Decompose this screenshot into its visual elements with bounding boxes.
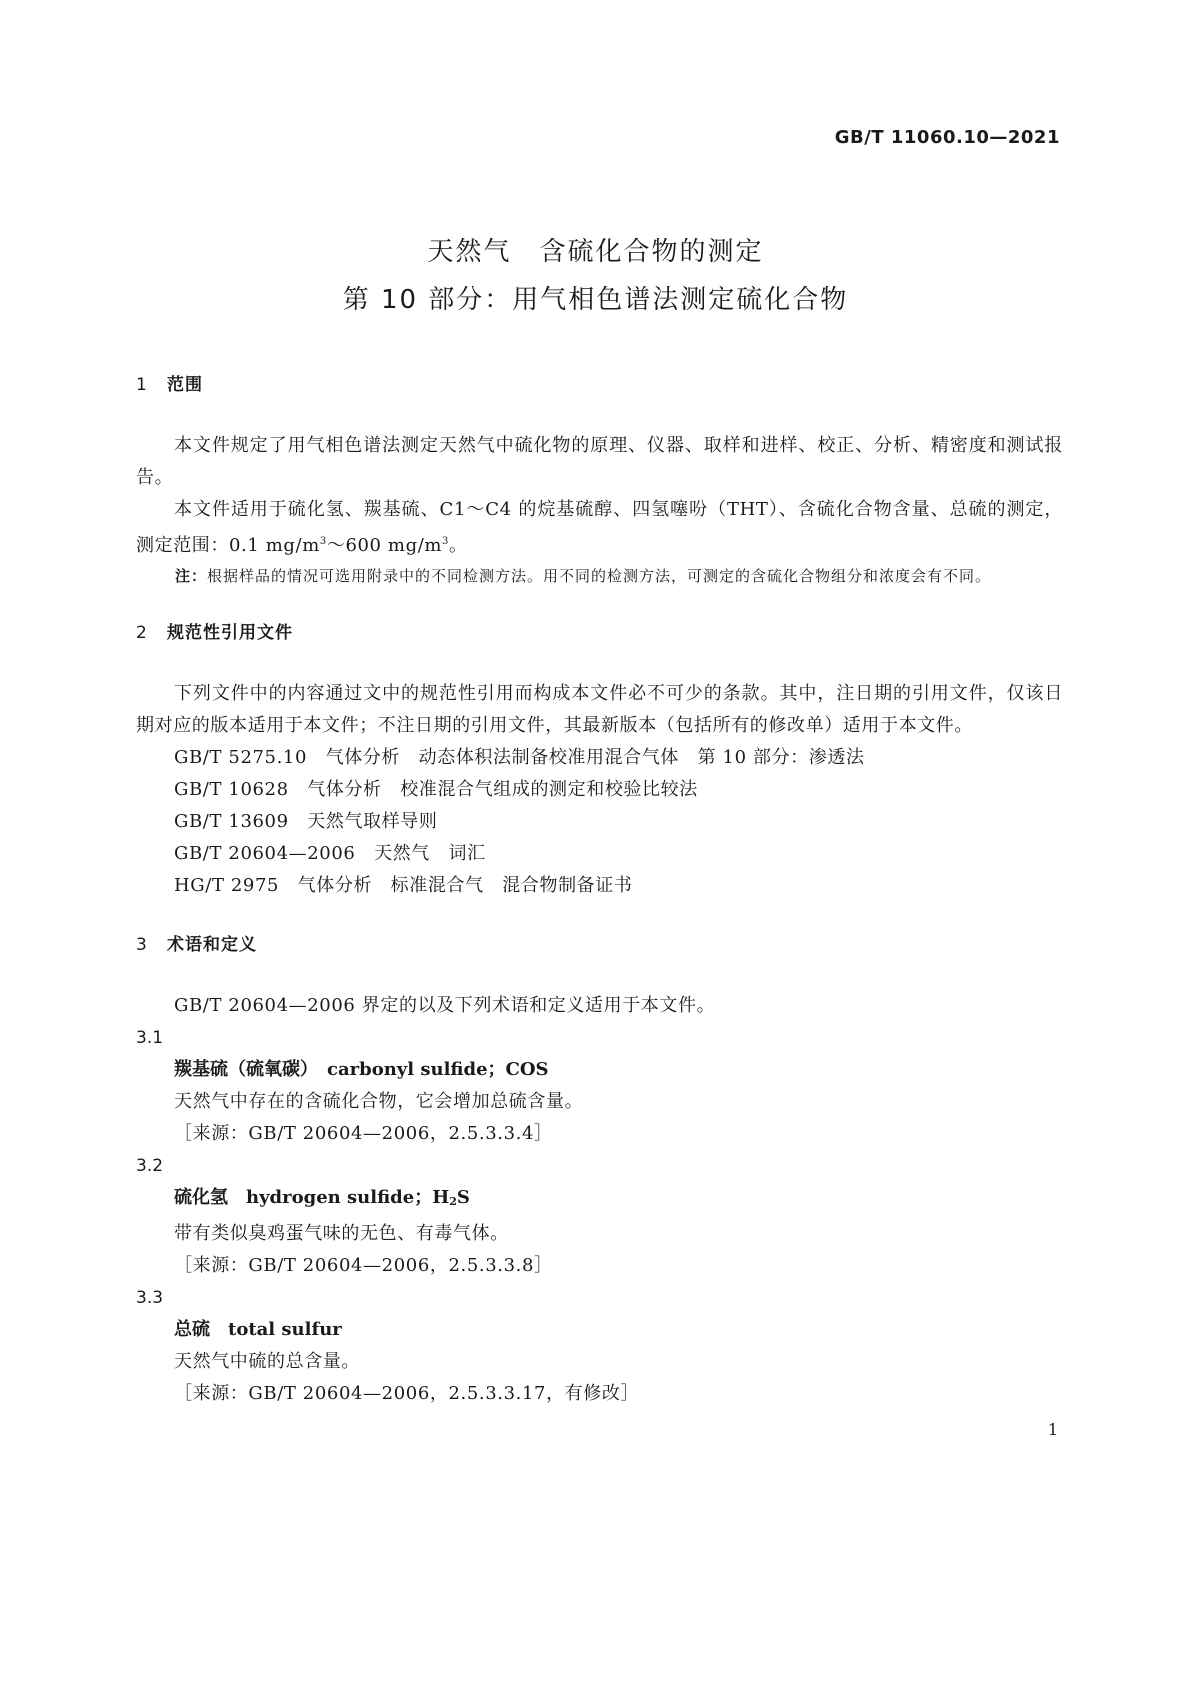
section-2-heading bbox=[136, 618, 1063, 648]
text-run: 。 bbox=[449, 535, 468, 556]
term-number: 3.1 bbox=[136, 1028, 164, 1048]
term-definition: 天然气中存在的含硫化合物，它会增加总硫含量。 bbox=[174, 1091, 584, 1112]
section-3-paragraph: GB/T 20604—2006 界定的以及下列术语和定义适用于本文件。 bbox=[174, 995, 716, 1016]
section-number: 2 bbox=[136, 623, 148, 643]
note-text: 根据样品的情况可选用附录中的不同检测方法。用不同的检测方法，可测定的含硫化合物组分和浓度会有不同。 bbox=[207, 567, 992, 585]
superscript: 3 bbox=[319, 536, 327, 547]
term-name bbox=[136, 1182, 1063, 1218]
section-title: 范围 bbox=[167, 375, 203, 395]
term-source: ［来源：GB/T 20604—2006，2.5.3.3.8］ bbox=[174, 1255, 553, 1276]
term-definition: 天然气中硫的总含量。 bbox=[174, 1351, 360, 1372]
term-name: 总硫 total sulfur bbox=[174, 1319, 342, 1340]
text-run: S bbox=[456, 1187, 470, 1208]
text-run: 硫化氢 hydrogen sulfide；H bbox=[174, 1187, 450, 1208]
reference-item: GB/T 20604—2006 天然气 词汇 bbox=[174, 843, 486, 864]
section-number: 1 bbox=[136, 375, 148, 395]
section-number: 3 bbox=[136, 935, 148, 955]
term-source: ［来源：GB/T 20604—2006，2.5.3.3.17，有修改］ bbox=[174, 1383, 640, 1404]
term-number: 3.2 bbox=[136, 1156, 164, 1176]
term-name: 羰基硫（硫氧碳） carbonyl sulfide；COS bbox=[174, 1059, 549, 1080]
reference-item: HG/T 2975 气体分析 标准混合气 混合物制备证书 bbox=[174, 875, 633, 896]
section-1-paragraph-1: 本文件规定了用气相色谱法测定天然气中硫化物的原理、仪器、取样和进样、校正、分析、精密度和测试报告。 bbox=[136, 435, 1063, 488]
section-3-heading bbox=[136, 930, 1063, 960]
title-line-2: 第 10 部分：用气相色谱法测定硫化合物 bbox=[342, 285, 849, 315]
reference-item: GB/T 5275.10 气体分析 动态体积法制备校准用混合气体 第 10 部分：渗透法 bbox=[174, 747, 865, 768]
document-body bbox=[136, 370, 1063, 1410]
section-title: 规范性引用文件 bbox=[167, 623, 293, 643]
section-1-note bbox=[167, 562, 1063, 590]
reference-item: GB/T 10628 气体分析 校准混合气组成的测定和校验比较法 bbox=[174, 779, 698, 800]
standard-number: GB/T 11060.10—2021 bbox=[834, 127, 1060, 148]
title-line-1: 天然气 含硫化合物的测定 bbox=[427, 237, 764, 267]
superscript: 3 bbox=[442, 536, 450, 547]
reference-item: GB/T 13609 天然气取样导则 bbox=[174, 811, 438, 832]
text-run: 本文件适用于硫化氢、羰基硫、C1～C4 的烷基硫醇、四氢噻吩（THT）、含硫化合物含量、总硫的测定，测定范围：0.1 mg/m bbox=[136, 499, 1063, 556]
section-1-heading bbox=[136, 370, 1063, 400]
term-number: 3.3 bbox=[136, 1288, 164, 1308]
term-source: ［来源：GB/T 20604—2006，2.5.3.3.4］ bbox=[174, 1123, 553, 1144]
page-number: 1 bbox=[1047, 1420, 1058, 1439]
section-title: 术语和定义 bbox=[167, 935, 257, 955]
section-2-paragraph: 下列文件中的内容通过文中的规范性引用而构成本文件必不可少的条款。其中，注日期的引用文件，仅该日期对应的版本适用于本文件；不注日期的引用文件，其最新版本（包括所有的修改单）适用于本文件。 bbox=[136, 683, 1063, 736]
document-title bbox=[0, 228, 1191, 324]
section-1-paragraph-2 bbox=[136, 494, 1063, 562]
term-definition: 带有类似臭鸡蛋气味的无色、有毒气体。 bbox=[174, 1223, 509, 1244]
text-run: ～600 mg/m bbox=[326, 535, 443, 556]
note-label: 注： bbox=[175, 567, 208, 585]
subscript: 2 bbox=[449, 1195, 457, 1208]
